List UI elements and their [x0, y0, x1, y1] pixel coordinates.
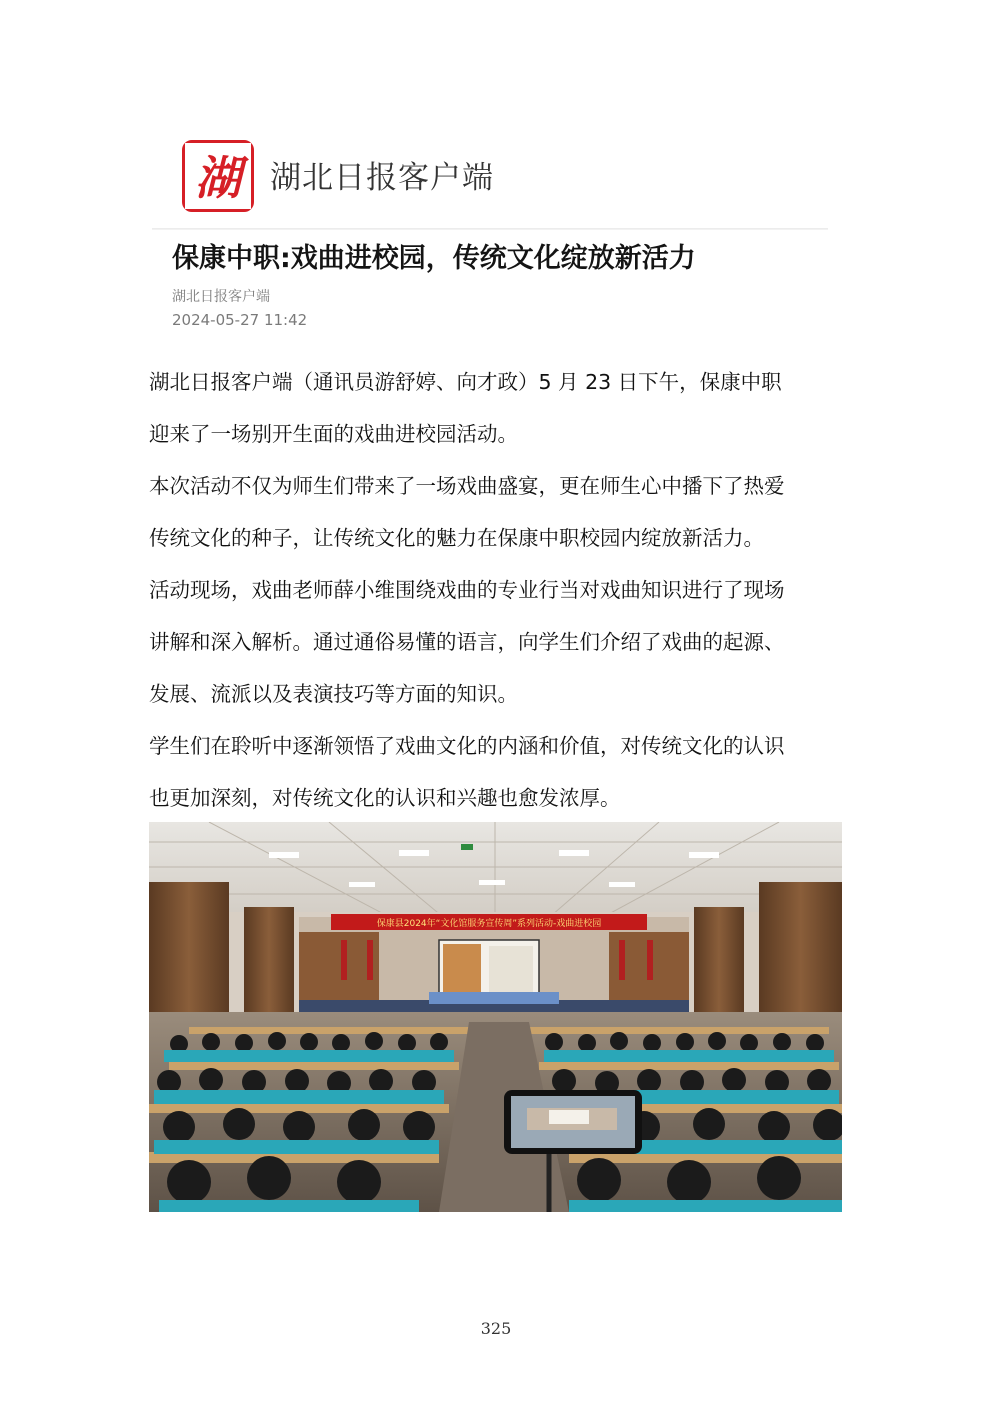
hu-seal-icon — [185, 143, 251, 209]
article-source: 湖北日报客户端 — [172, 289, 270, 305]
page-number: 325 — [480, 1319, 512, 1338]
auditorium-scene — [149, 822, 842, 1212]
app-name: 湖北日报客户端 — [270, 160, 494, 196]
paragraph: 湖北日报客户端（通讯员游舒婷、向才政）5 月 23 日下午，保康中职 迎来了一场别开生面的戏曲进校园活动。 — [149, 370, 782, 446]
stage-banner-text: 保康县2024年“文化馆服务宣传周”系列活动-戏曲进校园 — [376, 919, 602, 929]
paragraph: 活动现场，戏曲老师薛小维围绕戏曲的专业行当对戏曲知识进行了现场 讲解和深入解析。通过通俗易懂的语言，向学生们介绍了戏曲的起源、 发展、流派以及表演技巧等方面的知识。 — [149, 578, 785, 706]
article-body — [149, 356, 849, 824]
article-datetime: 2024-05-27 11:42 — [172, 311, 308, 329]
paragraph: 学生们在聆听中逐渐领悟了戏曲文化的内涵和价值，对传统文化的认识 也更加深刻，对传统文化的认识和兴趣也愈发浓厚。 — [149, 734, 785, 810]
article-title: 保康中职:戏曲进校园，传统文化绽放新活力 — [172, 243, 696, 274]
event-photo — [149, 822, 842, 1212]
logo-char: 湖 — [195, 151, 241, 205]
paragraph: 本次活动不仅为师生们带来了一场戏曲盛宴，更在师生心中播下了热爱 传统文化的种子，让传统文化的魅力在保康中职校园内绽放新活力。 — [149, 474, 785, 550]
app-header-card — [152, 130, 828, 229]
hubei-daily-logo — [182, 140, 254, 212]
